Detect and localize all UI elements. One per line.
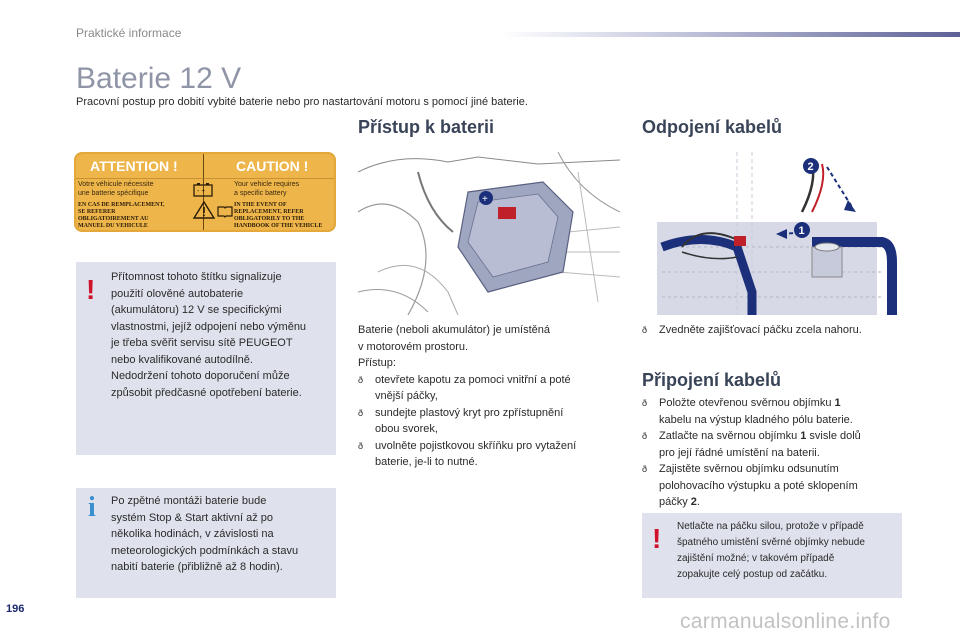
label-en-bold2: REPLACEMENT, REFER: [234, 209, 304, 215]
clamp-lever-illustration: [642, 152, 900, 315]
warning-line: nebo kvalifikované autodílně.: [111, 353, 253, 366]
svg-text:- +: - +: [197, 188, 206, 195]
access-step-3: [358, 438, 623, 471]
access-step-line: baterie, je-li to nutné.: [375, 456, 478, 468]
connect-step-line: [659, 395, 904, 412]
label-en-bold1: IN THE EVENT OF: [234, 202, 287, 208]
access-intro-line: v motorovém prostoru.: [358, 340, 469, 353]
connect-step-3: [642, 461, 904, 511]
label-en-line1: Your vehicle requires: [234, 181, 300, 188]
label-en-line2: a specific battery: [234, 190, 287, 197]
label-attention-heading: ATTENTION !: [90, 158, 178, 174]
label-en-bold4: HANDBOOK OF THE VEHICLE: [234, 223, 323, 229]
engine-bay-illustration: [358, 152, 620, 315]
info-line: několika hodinách, v závislosti na: [111, 528, 274, 540]
label-en-bold3: OBLIGATORILY TO THE: [234, 216, 305, 222]
label-fr-line1: Votre véhicule nécessite: [78, 181, 154, 188]
connect-step-line: polohovacího výstupku a poté sklopením: [659, 479, 858, 492]
connect-step-line: [659, 494, 904, 511]
info-line: systém Stop & Start aktivní až po: [111, 511, 274, 524]
connect-step-line: ð Zajistěte svěrnou objímku odsunutím: [659, 463, 839, 475]
warning-exclamation-icon: !: [86, 274, 96, 305]
info-line: meteorologických podmínkách a stavu: [111, 544, 299, 557]
connect-step-line: kabelu na výstup kladného pólu baterie.: [659, 413, 853, 426]
label-fr-line2: une batterie spécifique: [78, 190, 149, 197]
header-gradient-bar: [500, 32, 960, 37]
access-step-line: ð otevřete kapotu za pomoci vnitřní a poté: [375, 373, 571, 386]
connect-step-line: [659, 428, 904, 445]
connect-step-text: Zatlačte na svěrnou objímku: [659, 430, 801, 442]
access-text: [358, 322, 623, 471]
access-intro-line: Přístup:: [358, 357, 396, 369]
connect-step-text: Položte otevřenou svěrnou objímku: [659, 397, 835, 409]
caution-line: Netlačte na páčku silou, protože v případě: [677, 521, 864, 532]
page-title: Baterie 12 V: [76, 62, 242, 95]
warning-line: vlastnostmi, jejíž odpojení nebo výměnu: [111, 320, 307, 333]
access-intro-line: Baterie (neboli akumulátor) je umístěná: [358, 324, 550, 336]
svg-text:+: +: [482, 194, 488, 205]
callout-1-label: 1: [798, 225, 805, 237]
disconnect-heading: Odpojení kabelů: [642, 117, 783, 137]
access-step-line: obou svorek,: [375, 423, 438, 435]
warning-line: Nedodržení tohoto doporučení může: [111, 370, 290, 382]
connect-step-ref: 1: [834, 397, 841, 409]
warning-note-box: [76, 262, 336, 455]
connect-step-text: páčky: [659, 496, 691, 508]
page-subtitle: Pracovní postup pro dobití vybité baterie nebo pro nastartování motoru s pomocí jiné baterie.: [76, 96, 528, 108]
warning-triangle-icon: [192, 200, 216, 220]
connect-step-text: svisle dolů: [806, 430, 861, 442]
access-step-line: ð uvolněte pojistkovou skříňku pro vytažení: [375, 439, 577, 452]
caution-note-box: [642, 513, 902, 598]
label-fr-bold2: SE REFERER: [78, 209, 116, 215]
caution-exclamation-icon: !: [652, 523, 662, 554]
manual-book-icon: [216, 204, 234, 218]
info-line: Po zpětné montáži baterie bude: [111, 495, 267, 507]
access-step-line: vnější páčky,: [375, 390, 438, 402]
warning-line: použití olověné autobaterie: [111, 287, 244, 300]
page-number: 196: [6, 603, 25, 615]
connect-step-ref: 2: [690, 496, 697, 508]
warning-line: je třeba svěřit servisu sítě PEUGEOT: [111, 337, 293, 349]
label-fr-bold4: MANUEL DU VEHICULE: [78, 223, 148, 229]
battery-icon: [192, 181, 214, 197]
info-line: nabití baterie (přibližně až 8 hodin).: [111, 561, 283, 573]
access-step-1: [358, 372, 623, 405]
access-step-line: ð sundejte plastový kryt pro zpřístupnění: [375, 406, 564, 419]
disconnect-step: [642, 322, 902, 339]
label-rule: [76, 178, 334, 179]
caution-line: zajištění možné; v takovém případě: [677, 553, 835, 564]
label-fr-bold3: OBLIGATOIREMENT AU: [78, 216, 149, 222]
caution-line: špatného umistění svěrné objímky nebude: [677, 537, 865, 548]
connect-heading: Připojení kabelů: [642, 370, 782, 390]
warning-line: (akumulátoru) 12 V se specifickými: [111, 304, 282, 316]
watermark-text: carmanualsonline.info: [680, 610, 891, 633]
info-note-text: [111, 493, 333, 576]
disconnect-text: [642, 322, 902, 339]
caution-line: zopakujte celý postup od začátku.: [677, 569, 828, 580]
callout-2-label: 2: [807, 161, 814, 173]
connect-step-2: [642, 428, 904, 461]
caution-note-text: [677, 519, 899, 583]
connect-step-1: [642, 395, 904, 428]
warning-note-text: [111, 269, 333, 401]
info-icon: i: [88, 492, 96, 523]
warning-line: Přítomnost tohoto štítku signalizuje: [111, 271, 282, 283]
warning-line: způsobit předčasné opotřebení baterie.: [111, 386, 302, 399]
battery-warning-label-image: [74, 152, 336, 232]
connect-step-line: pro její řádné umístění na baterii.: [659, 446, 820, 459]
running-header: Praktické informace: [76, 26, 182, 40]
label-caution-heading: CAUTION !: [236, 158, 309, 174]
access-heading: Přístup k baterii: [358, 117, 495, 137]
connect-step-ref: 1: [800, 430, 807, 442]
label-fr-bold1: EN CAS DE REMPLACEMENT,: [78, 202, 165, 208]
info-note-box: [76, 488, 336, 598]
access-step-2: [358, 405, 623, 438]
connect-steps: [642, 395, 904, 511]
disconnect-step-text: Zvedněte zajišťovací páčku zcela nahoru.: [659, 324, 862, 336]
connect-step-text: .: [696, 496, 700, 508]
